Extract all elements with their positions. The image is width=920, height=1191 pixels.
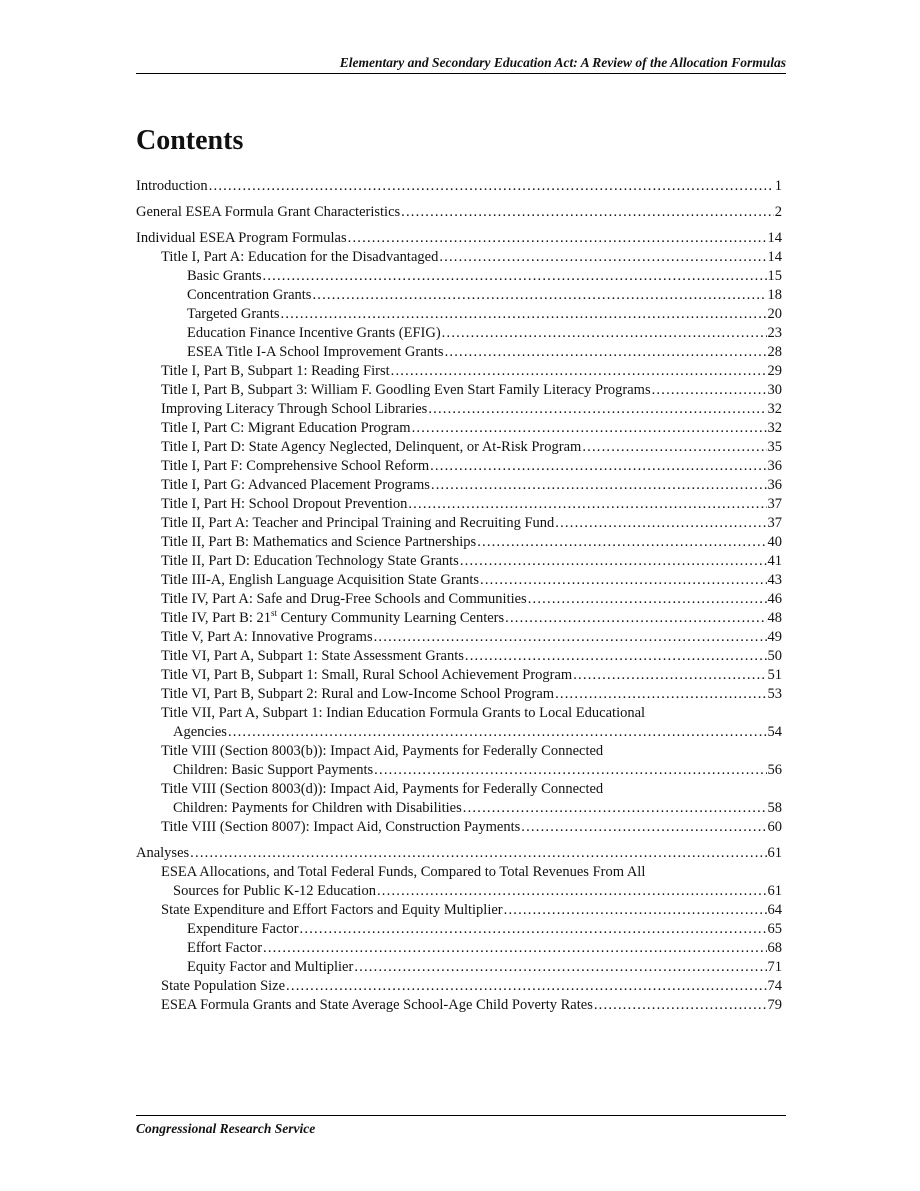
- toc-entry-page: 41: [767, 553, 782, 569]
- toc-entry-page: 35: [767, 439, 782, 455]
- toc-entry-page: 36: [767, 477, 782, 493]
- toc-entry-label-part: Century Community Learning Centers: [277, 610, 505, 626]
- toc-entry-state-expenditure-effort[interactable]: [136, 901, 782, 920]
- toc-entry-basic-grants[interactable]: [136, 267, 782, 286]
- toc-entry-teacher-principal-training[interactable]: [136, 514, 782, 533]
- toc-entry-page: 40: [767, 534, 782, 550]
- toc-entry-efig[interactable]: [136, 324, 782, 343]
- toc-entry-state-population-size[interactable]: [136, 977, 782, 996]
- toc-entry-page: 74: [767, 978, 782, 994]
- toc-entry-label: Individual ESEA Program Formulas: [136, 230, 347, 246]
- toc-entry-label: Introduction: [136, 178, 208, 194]
- toc-entry-page: 68: [767, 940, 782, 956]
- superscript-ordinal: st: [270, 608, 277, 619]
- toc-entry-page: 79: [767, 997, 782, 1013]
- toc-entry-page: 49: [767, 629, 782, 645]
- toc-entry-label: General ESEA Formula Grant Characteristics: [136, 204, 401, 220]
- toc-entry-equity-factor[interactable]: [136, 958, 782, 977]
- toc-entry-label: Children: Basic Support Payments: [173, 762, 374, 778]
- table-of-contents: [136, 175, 782, 1015]
- toc-entry-general-characteristics[interactable]: [136, 203, 782, 222]
- toc-entry-page: 20: [767, 306, 782, 322]
- toc-entry-migrant-education[interactable]: [136, 419, 782, 438]
- toc-entry-page: 37: [767, 515, 782, 531]
- toc-entry-page: 1: [774, 178, 782, 194]
- toc-entry-page: 14: [767, 249, 782, 265]
- toc-entry-page: 65: [767, 921, 782, 937]
- toc-entry-label: Targeted Grants: [187, 306, 280, 322]
- toc-entry-page: 61: [767, 845, 782, 861]
- toc-entry-label: Title VII, Part A, Subpart 1: Indian Education Formula Grants to Local Educational: [161, 705, 646, 721]
- toc-entry-continuation: [136, 799, 782, 818]
- toc-entry-page: 71: [767, 959, 782, 975]
- toc-entry-page: 15: [767, 268, 782, 284]
- toc-entry-page: 48: [767, 610, 782, 626]
- toc-entry-label: Analyses: [136, 845, 190, 861]
- toc-entry-impact-aid-construction[interactable]: [136, 818, 782, 837]
- toc-entry-label: Title I, Part D: State Agency Neglected, Delinquent, or At-Risk Program: [161, 439, 582, 455]
- toc-entry-safe-drug-free-schools[interactable]: [136, 590, 782, 609]
- toc-entry-label: Effort Factor: [187, 940, 263, 956]
- toc-entry-page: 50: [767, 648, 782, 664]
- toc-entry-rural-low-income-school[interactable]: [136, 685, 782, 704]
- toc-entry-label: Title IV, Part A: Safe and Drug-Free Schools and Communities: [161, 591, 527, 607]
- toc-entry-continuation: [136, 761, 782, 780]
- toc-entry-label: State Expenditure and Effort Factors and Equity Multiplier: [161, 902, 503, 918]
- toc-entry-small-rural-school[interactable]: [136, 666, 782, 685]
- toc-entry-label: ESEA Title I-A School Improvement Grants: [187, 344, 444, 360]
- toc-entry-continuation: [136, 882, 782, 901]
- toc-entry-label: Title II, Part D: Education Technology State Grants: [161, 553, 459, 569]
- toc-entry-innovative-programs[interactable]: [136, 628, 782, 647]
- toc-entry-title-i-part-a[interactable]: [136, 248, 782, 267]
- toc-entry-advanced-placement[interactable]: [136, 476, 782, 495]
- footer-rule: [136, 1115, 786, 1116]
- toc-entry-label: [161, 609, 504, 628]
- toc-entry-label: Title I, Part F: Comprehensive School Reform: [161, 458, 430, 474]
- toc-entry-label: ESEA Allocations, and Total Federal Funds, Compared to Total Revenues From All: [161, 864, 646, 880]
- toc-entry-page: 53: [767, 686, 782, 702]
- toc-entry-label: Title I, Part B, Subpart 3: William F. Goodling Even Start Family Literacy Programs: [161, 382, 651, 398]
- toc-entry-label: Sources for Public K-12 Education: [173, 883, 376, 899]
- toc-entry-impact-aid-disabilities[interactable]: [136, 780, 782, 818]
- toc-entry-poverty-rates[interactable]: [136, 996, 782, 1015]
- toc-entry-label: Title I, Part G: Advanced Placement Programs: [161, 477, 430, 493]
- toc-entry-label: Title II, Part A: Teacher and Principal Training and Recruiting Fund: [161, 515, 555, 531]
- toc-entry-page: 29: [767, 363, 782, 379]
- toc-entry-label: Agencies: [173, 724, 227, 740]
- toc-entry-label: Title III-A, English Language Acquisition State Grants: [161, 572, 480, 588]
- toc-entry-label: Title VIII (Section 8007): Impact Aid, Construction Payments: [161, 819, 521, 835]
- toc-entry-label: Children: Payments for Children with Disabilities: [173, 800, 462, 816]
- toc-entry-label: State Population Size: [161, 978, 286, 994]
- toc-entry-indian-education[interactable]: [136, 704, 782, 742]
- toc-entry-page: 32: [767, 401, 782, 417]
- toc-entry-label: Title I, Part H: School Dropout Prevention: [161, 496, 408, 512]
- toc-entry-label: Title VIII (Section 8003(b)): Impact Aid, Payments for Federally Connected: [161, 743, 604, 759]
- toc-entry-21st-century-learning-centers[interactable]: [136, 609, 782, 628]
- toc-entry-dropout-prevention[interactable]: [136, 495, 782, 514]
- toc-entry-impact-aid-basic-support[interactable]: [136, 742, 782, 780]
- toc-entry-introduction[interactable]: [136, 177, 782, 196]
- toc-entry-even-start[interactable]: [136, 381, 782, 400]
- toc-entry-page: 61: [767, 883, 782, 899]
- toc-entry-analyses[interactable]: [136, 844, 782, 863]
- toc-entry-english-language-acquisition[interactable]: [136, 571, 782, 590]
- toc-entry-label: Title V, Part A: Innovative Programs: [161, 629, 373, 645]
- toc-entry-school-libraries[interactable]: [136, 400, 782, 419]
- toc-entry-esea-allocations[interactable]: [136, 863, 782, 901]
- page-title: Contents: [136, 125, 244, 156]
- toc-entry-math-science-partnerships[interactable]: [136, 533, 782, 552]
- toc-entry-neglected-delinquent[interactable]: [136, 438, 782, 457]
- toc-entry-label: Title VI, Part B, Subpart 2: Rural and Low-Income School Program: [161, 686, 555, 702]
- toc-entry-label-part: Title IV, Part B: 21: [161, 610, 271, 626]
- toc-entry-page: 2: [774, 204, 782, 220]
- toc-entry-page: 54: [767, 724, 782, 740]
- toc-entry-page: 46: [767, 591, 782, 607]
- toc-entry-page: 36: [767, 458, 782, 474]
- toc-entry-state-assessment-grants[interactable]: [136, 647, 782, 666]
- toc-entry-page: 28: [767, 344, 782, 360]
- toc-entry-individual-formulas[interactable]: [136, 229, 782, 248]
- header-rule: [136, 73, 786, 74]
- toc-entry-continuation: [136, 723, 782, 742]
- toc-entry-label: Education Finance Incentive Grants (EFIG): [187, 325, 441, 341]
- toc-entry-page: 43: [767, 572, 782, 588]
- toc-entry-education-technology[interactable]: [136, 552, 782, 571]
- toc-entry-label: Basic Grants: [187, 268, 262, 284]
- toc-entry-label: Expenditure Factor: [187, 921, 299, 937]
- toc-entry-reading-first[interactable]: [136, 362, 782, 381]
- toc-entry-page: 32: [767, 420, 782, 436]
- toc-entry-effort-factor[interactable]: [136, 939, 782, 958]
- toc-entry-page: 51: [767, 667, 782, 683]
- toc-entry-label: ESEA Formula Grants and State Average School-Age Child Poverty Rates: [161, 997, 593, 1013]
- toc-entry-comprehensive-school-reform[interactable]: [136, 457, 782, 476]
- toc-entry-label: Title I, Part B, Subpart 1: Reading First: [161, 363, 390, 379]
- toc-entry-page: 58: [767, 800, 782, 816]
- toc-entry-page: 23: [767, 325, 782, 341]
- toc-entry-label: Title I, Part A: Education for the Disadvantaged: [161, 249, 439, 265]
- toc-entry-label: Improving Literacy Through School Libraries: [161, 401, 428, 417]
- toc-entry-label: Title VIII (Section 8003(d)): Impact Aid, Payments for Federally Connected: [161, 781, 604, 797]
- toc-entry-page: 14: [767, 230, 782, 246]
- toc-entry-label: Title VI, Part B, Subpart 1: Small, Rural School Achievement Program: [161, 667, 573, 683]
- toc-entry-label: Title II, Part B: Mathematics and Science Partnerships: [161, 534, 477, 550]
- toc-entry-page: 56: [767, 762, 782, 778]
- toc-entry-page: 60: [767, 819, 782, 835]
- toc-entry-page: 37: [767, 496, 782, 512]
- page-footer: Congressional Research Service: [136, 1121, 316, 1136]
- toc-entry-concentration-grants[interactable]: [136, 286, 782, 305]
- toc-entry-label: Equity Factor and Multiplier: [187, 959, 354, 975]
- toc-entry-targeted-grants[interactable]: [136, 305, 782, 324]
- toc-entry-school-improvement-grants[interactable]: [136, 343, 782, 362]
- toc-entry-label: Concentration Grants: [187, 287, 312, 303]
- toc-entry-page: 30: [767, 382, 782, 398]
- toc-entry-label: Title VI, Part A, Subpart 1: State Assessment Grants: [161, 648, 464, 664]
- toc-entry-page: 18: [767, 287, 782, 303]
- toc-entry-label: Title I, Part C: Migrant Education Program: [161, 420, 411, 436]
- running-header: Elementary and Secondary Education Act: A Review of the Allocation Formulas: [339, 55, 786, 70]
- toc-entry-page: 64: [767, 902, 782, 918]
- toc-entry-expenditure-factor[interactable]: [136, 920, 782, 939]
